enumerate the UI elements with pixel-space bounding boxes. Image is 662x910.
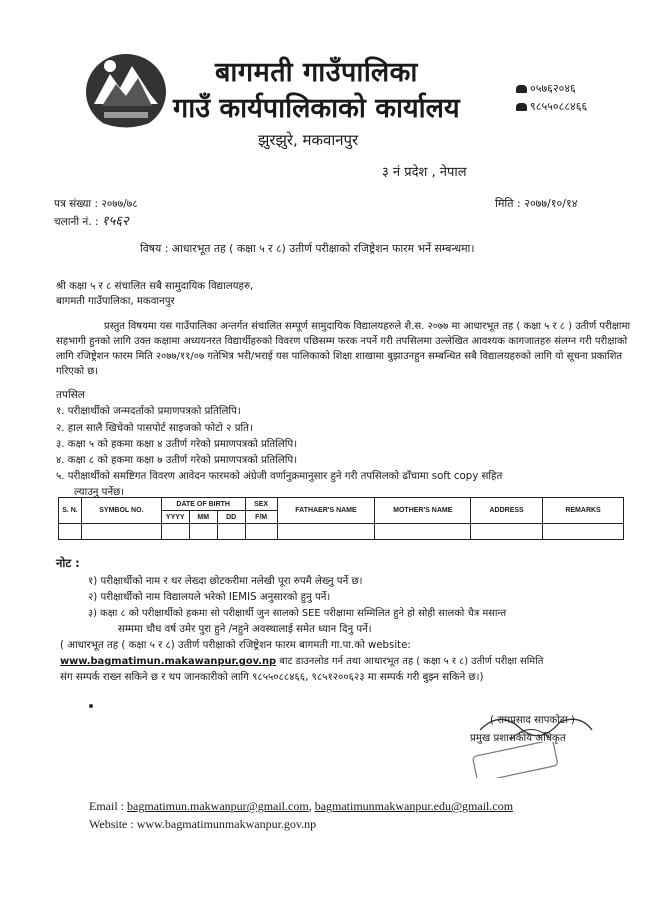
table-header-dd: DD — [217, 511, 245, 524]
student-details-table — [58, 497, 624, 540]
download-notice-line-2: www.bagmatimun.makawanpur.gov.np बाट डाउनलोड गर्न तथा आधारभूत तह ( कक्षा ५ र ८) उतीर्ण परीक्षा समिति — [60, 656, 544, 667]
province-label: ३ नं प्रदेश , नेपाल — [382, 165, 467, 180]
phone-line-1: ०५७६२०४६ — [516, 80, 587, 98]
note-item: ३) कक्षा ८ को परीक्षार्थीको हकमा सो परीक्षार्थी जुन सालको SEE परीक्षामा सम्मिलित हुने हो सोही सालको चैत्र मसान्त — [88, 608, 507, 619]
table-header-sex: SEX — [245, 498, 277, 511]
body-paragraph: प्रस्तुत विषयमा यस गाउँपालिका अन्तर्गत संचालित सम्पूर्ण सामुदायिक विद्यालयहरुले शै.स. २०७७ मा आधारभूत तह ( कक्षा ५ र ८ ) उतीर्ण परीक्षामा सहभागी हुनको लागि उक्त कक्षामा अध्ययनरत विद्यार्थीहरुको विवरण पछिसम्म फरक नपर्ने गरी तपसिलमा उल्लेखित आवश्यक कागजातहरु संलग्न गरी परीक्षाको लागि रजिष्ट्रेशन फारम मिति २०७७/११/०७ गतेभित्र भरी/भराई यस पालिकाको शिक्षा शाखामा बुझाउनहुन सम्बन्धित सबै विद्यालयहरुको लागि यो सूचना प्रकाशित गरिएको छ। — [56, 321, 631, 377]
ink-mark-icon — [88, 703, 94, 709]
letter-number: पत्र संख्या : २०७७/७८ — [54, 198, 138, 210]
requirement-item: ३. कक्षा ५ को हकमा कक्षा ४ उतीर्ण गरेको प्रमाणपत्रको प्रतिलिपि। — [56, 439, 298, 450]
table-header-yyyy: YYYY — [161, 511, 189, 524]
table-row — [59, 524, 624, 540]
telephone-icon — [516, 103, 527, 111]
office-location: झुरझुरे, मकवानपुर — [258, 131, 359, 149]
table-header-father: FATHAER'S NAME — [277, 498, 375, 524]
table-header-symbol: SYMBOL NO. — [81, 498, 161, 524]
website-link[interactable]: www.bagmatimun.makawanpur.gov.np — [60, 656, 277, 667]
requirement-item: २. हाल सालै खिचेको पासपोर्ट साइजको फोटो २ प्रति। — [56, 423, 253, 434]
website-line: Website : www.bagmatimunmakwanpur.gov.np — [89, 817, 317, 831]
letter-date: मिति : २०७७/१०/१४ — [495, 197, 578, 210]
phone-line-2: ९८५५०८८४६६ — [516, 98, 587, 116]
signatory-title: प्रमुख प्रशासकीय अधिकृत — [470, 733, 566, 744]
recipient-line-1: श्री कक्षा ५ र ८ संचालित सबै सामुदायिक विद्यालयहरु, — [56, 281, 254, 292]
dispatch-value: १५६२ — [101, 214, 129, 229]
requirement-item-continued: ल्याउनु पर्नेछ। — [74, 487, 125, 498]
note-item-continued: सम्ममा चौध वर्ष उमेर पुरा हुने /नहुने अवस्थालाई समेत ध्यान दिनु पर्ने। — [118, 624, 372, 635]
note-heading: नोट : — [56, 556, 80, 570]
details-heading: तपसिल — [56, 389, 85, 401]
dispatch-number: चलानी नं. : १५६२ — [54, 214, 129, 229]
requirement-item: १. परीक्षार्थीको जन्मदर्ताको प्रमाणपत्रको प्रतिलिपि। — [56, 406, 241, 417]
table-header-remarks: REMARKS — [543, 498, 624, 524]
recipient-line-2: बागमती गाउँपालिका, मकवानपुर — [56, 296, 175, 307]
table-header-sn: S. N. — [59, 498, 82, 524]
email-link-1[interactable]: bagmatimun.makwanpur@gmail.com — [127, 799, 309, 813]
table-header-mm: MM — [189, 511, 217, 524]
website-url[interactable]: www.bagmatimunmakwanpur.gov.np — [136, 817, 317, 831]
note-item: १) परीक्षार्थीको नाम र थर लेख्दा छोटकरीमा नलेखी पूरा रुपमै लेख्नु पर्ने छ। — [88, 576, 363, 587]
note-item: २) परीक्षार्थीको नाम विद्यालयले भरेको IEMIS अनुसारको हुनु पर्ने। — [88, 592, 331, 603]
subject-line: विषय : आधारभूत तह ( कक्षा ५ र ८) उतीर्ण परीक्षाको रजिष्ट्रेशन फारम भर्ने सम्बन्धमा। — [140, 242, 475, 255]
telephone-icon — [516, 85, 527, 93]
download-notice-line-1: ( आधारभूत तह ( कक्षा ५ र ८) उतीर्ण परीक्षाको रजिष्ट्रेशन फारम बागमती गा.पा.को website: — [60, 640, 411, 651]
requirement-item: ४. कक्षा ८ को हकमा कक्षा ७ उतीर्ण गरेको प्रमाणपत्रको प्रतिलिपि। — [56, 455, 298, 466]
table-header-fm: F/M — [245, 511, 277, 524]
table-header-dob: DATE OF BIRTH — [161, 498, 245, 511]
signatory-name: ( रामप्रसाद सापकोटा ) — [490, 715, 575, 726]
download-notice-line-3: संग सम्पर्क राख्न सकिने छ र थप जानकारीको लागि ९८५५०८८४६६, ९८५१२००६२३ मा सम्पर्क गरी बुझ्न सकिने छ।) — [60, 672, 484, 683]
email-link-2[interactable]: bagmatimunmakwanpur.edu@gmail.com — [314, 799, 514, 813]
office-stamp-icon — [470, 742, 560, 778]
table-header-address: ADDRESS — [471, 498, 543, 524]
nepal-emblem-icon — [80, 44, 172, 136]
email-line: Email : bagmatimun.makwanpur@gmail.com, bagmatimunmakwanpur.edu@gmail.com — [89, 799, 514, 813]
requirement-item: ५. परीक्षार्थीको समष्टिगत विवरण आवेदन फारमको अंग्रेजी वर्णानुक्रमानुसार हुने गरी तपसिलको ढाँचामा soft copy सहित — [56, 471, 503, 482]
phone-numbers — [516, 80, 587, 116]
office-subtitle: गाउँ कार्यपालिकाको कार्यालय — [173, 93, 460, 124]
table-header-mother: MOTHER'S NAME — [375, 498, 471, 524]
office-name-title: बागमती गाउँपालिका — [215, 57, 418, 88]
